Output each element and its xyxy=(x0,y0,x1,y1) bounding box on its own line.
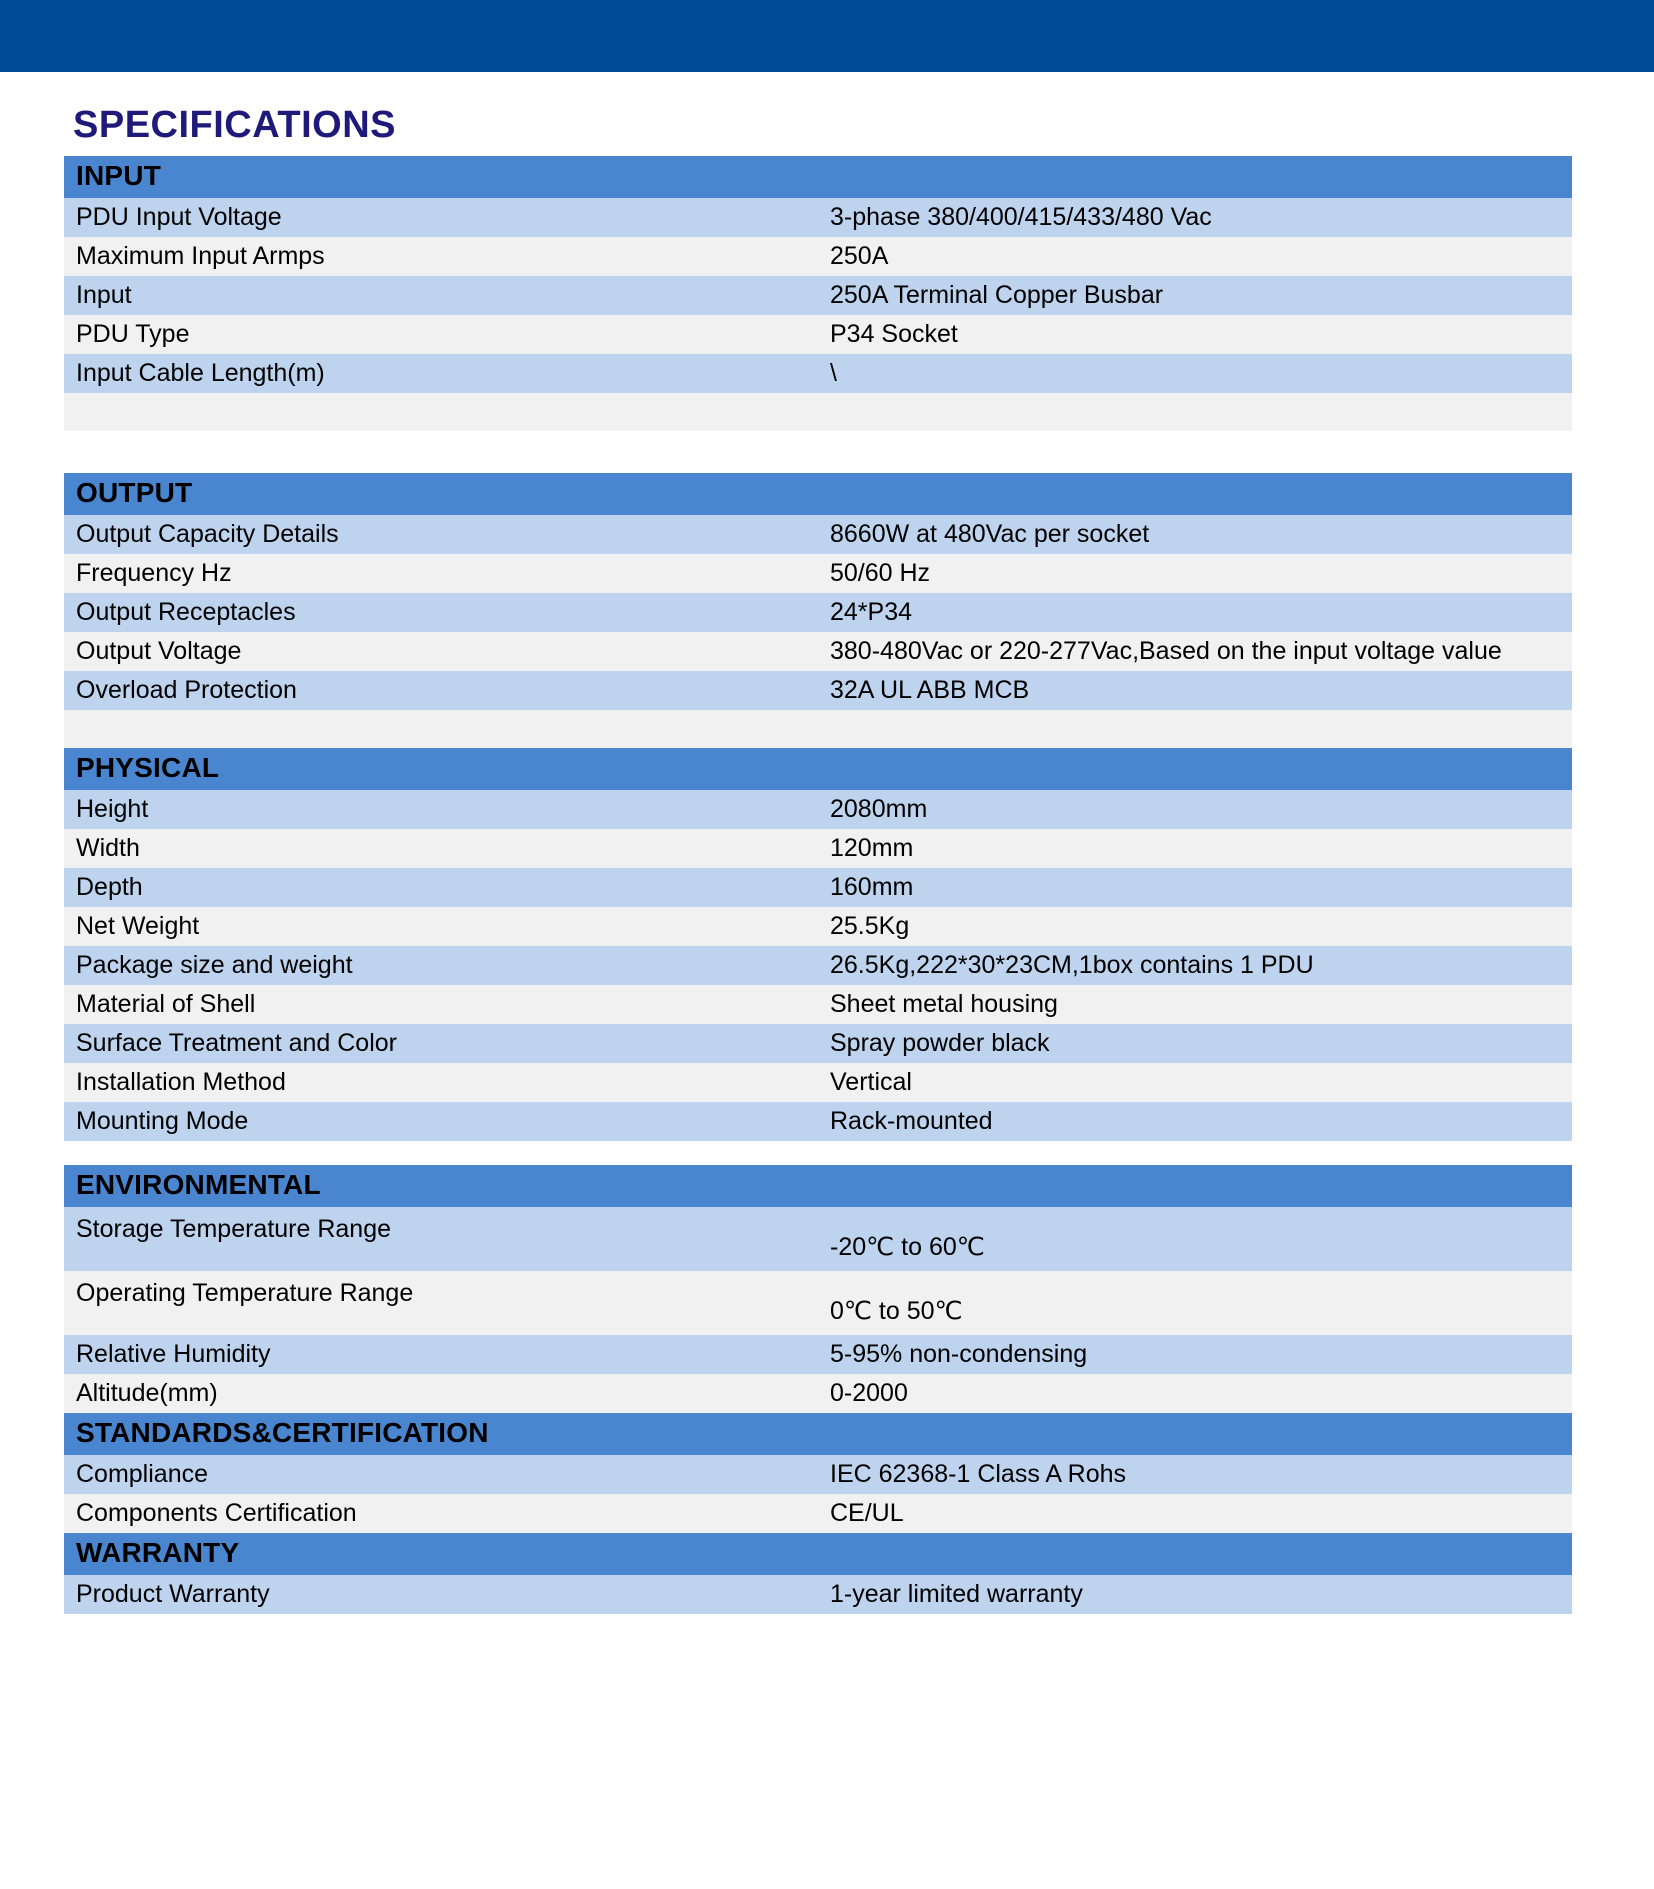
row-value: P34 Socket xyxy=(818,315,1572,354)
row-value: 250A xyxy=(818,237,1572,276)
row-value: Vertical xyxy=(818,1063,1572,1102)
section-header-label: ENVIRONMENTAL xyxy=(64,1165,1572,1207)
table-row xyxy=(64,1024,1572,1063)
row-key: Installation Method xyxy=(64,1063,818,1102)
row-value: 160mm xyxy=(818,868,1572,907)
row-key: Components Certification xyxy=(64,1494,818,1533)
table-row xyxy=(64,1374,1572,1413)
section-header-standards xyxy=(64,1413,1572,1455)
section-header-input xyxy=(64,156,1572,198)
section-header-output xyxy=(64,473,1572,515)
table-row xyxy=(64,1494,1572,1533)
section-header-physical xyxy=(64,748,1572,790)
row-value: Rack-mounted xyxy=(818,1102,1572,1141)
section-header-warranty xyxy=(64,1533,1572,1575)
table-row xyxy=(64,907,1572,946)
row-value: 380-480Vac or 220-277Vac,Based on the input voltage value xyxy=(818,632,1572,671)
row-value: 25.5Kg xyxy=(818,907,1572,946)
row-key: Overload Protection xyxy=(64,671,818,710)
table-row xyxy=(64,1335,1572,1374)
section-input xyxy=(64,156,1560,431)
row-key xyxy=(64,393,818,431)
table-row xyxy=(64,671,1572,710)
section-standards xyxy=(64,1413,1560,1533)
spec-table-input xyxy=(64,156,1572,431)
row-key: Output Capacity Details xyxy=(64,515,818,554)
section-gap xyxy=(64,1141,1590,1165)
row-key: Input Cable Length(m) xyxy=(64,354,818,393)
row-value: Sheet metal housing xyxy=(818,985,1572,1024)
table-row xyxy=(64,829,1572,868)
table-row-blank xyxy=(64,393,1572,431)
row-value: 3-phase 380/400/415/433/480 Vac xyxy=(818,198,1572,237)
spec-table-physical xyxy=(64,748,1572,1141)
row-value: Spray powder black xyxy=(818,1024,1572,1063)
row-value: 32A UL ABB MCB xyxy=(818,671,1572,710)
section-gap xyxy=(64,431,1590,473)
spec-table-output xyxy=(64,473,1572,748)
page-content xyxy=(0,105,1654,1614)
row-value xyxy=(818,710,1572,748)
row-key: Operating Temperature Range xyxy=(64,1271,818,1335)
row-value: 26.5Kg,222*30*23CM,1box contains 1 PDU xyxy=(818,946,1572,985)
row-value: 24*P34 xyxy=(818,593,1572,632)
spec-table-standards xyxy=(64,1413,1572,1533)
row-key: Depth xyxy=(64,868,818,907)
table-row xyxy=(64,868,1572,907)
page-title: SPECIFICATIONS xyxy=(73,104,396,146)
table-row xyxy=(64,593,1572,632)
row-value: 50/60 Hz xyxy=(818,554,1572,593)
table-row xyxy=(64,790,1572,829)
table-row xyxy=(64,1455,1572,1494)
row-value: 120mm xyxy=(818,829,1572,868)
table-row xyxy=(64,1063,1572,1102)
row-value: -20℃ to 60℃ xyxy=(818,1207,1572,1271)
section-header-label: INPUT xyxy=(64,156,1572,198)
section-physical xyxy=(64,748,1560,1141)
table-row xyxy=(64,1271,1572,1335)
row-value: 8660W at 480Vac per socket xyxy=(818,515,1572,554)
table-row xyxy=(64,315,1572,354)
table-row xyxy=(64,515,1572,554)
table-row xyxy=(64,276,1572,315)
row-key: Net Weight xyxy=(64,907,818,946)
table-row xyxy=(64,554,1572,593)
table-row xyxy=(64,354,1572,393)
row-key: Product Warranty xyxy=(64,1575,818,1614)
table-row xyxy=(64,985,1572,1024)
row-key: Width xyxy=(64,829,818,868)
row-value: 250A Terminal Copper Busbar xyxy=(818,276,1572,315)
section-output xyxy=(64,473,1560,748)
row-value xyxy=(818,393,1572,431)
section-header-label: PHYSICAL xyxy=(64,748,1572,790)
table-row xyxy=(64,198,1572,237)
row-key: Mounting Mode xyxy=(64,1102,818,1141)
table-row xyxy=(64,1207,1572,1271)
row-key: Altitude(mm) xyxy=(64,1374,818,1413)
row-key: Compliance xyxy=(64,1455,818,1494)
row-key: PDU Input Voltage xyxy=(64,198,818,237)
section-warranty xyxy=(64,1533,1560,1614)
row-value: \ xyxy=(818,354,1572,393)
row-key: Frequency Hz xyxy=(64,554,818,593)
section-environmental xyxy=(64,1165,1560,1413)
row-value: CE/UL xyxy=(818,1494,1572,1533)
spec-table-environmental xyxy=(64,1165,1572,1413)
row-value: 1-year limited warranty xyxy=(818,1575,1572,1614)
row-value: 0℃ to 50℃ xyxy=(818,1271,1572,1335)
table-row xyxy=(64,1102,1572,1141)
table-row xyxy=(64,1575,1572,1614)
row-value: 5-95% non-condensing xyxy=(818,1335,1572,1374)
row-key: Maximum Input Armps xyxy=(64,237,818,276)
row-key: Output Voltage xyxy=(64,632,818,671)
row-value: 2080mm xyxy=(818,790,1572,829)
row-key: Storage Temperature Range xyxy=(64,1207,818,1271)
section-header-label: STANDARDS&CERTIFICATION xyxy=(64,1413,1572,1455)
row-key: Package size and weight xyxy=(64,946,818,985)
spec-table-warranty xyxy=(64,1533,1572,1614)
top-banner xyxy=(0,0,1654,72)
section-header-environmental xyxy=(64,1165,1572,1207)
row-key xyxy=(64,710,818,748)
row-value: IEC 62368-1 Class A Rohs xyxy=(818,1455,1572,1494)
row-key: PDU Type xyxy=(64,315,818,354)
section-header-label: OUTPUT xyxy=(64,473,1572,515)
table-row-blank xyxy=(64,710,1572,748)
table-row xyxy=(64,237,1572,276)
row-key: Material of Shell xyxy=(64,985,818,1024)
row-key: Surface Treatment and Color xyxy=(64,1024,818,1063)
row-key: Height xyxy=(64,790,818,829)
table-row xyxy=(64,946,1572,985)
row-key: Input xyxy=(64,276,818,315)
row-key: Relative Humidity xyxy=(64,1335,818,1374)
row-key: Output Receptacles xyxy=(64,593,818,632)
section-header-label: WARRANTY xyxy=(64,1533,1572,1575)
table-row xyxy=(64,632,1572,671)
row-value: 0-2000 xyxy=(818,1374,1572,1413)
